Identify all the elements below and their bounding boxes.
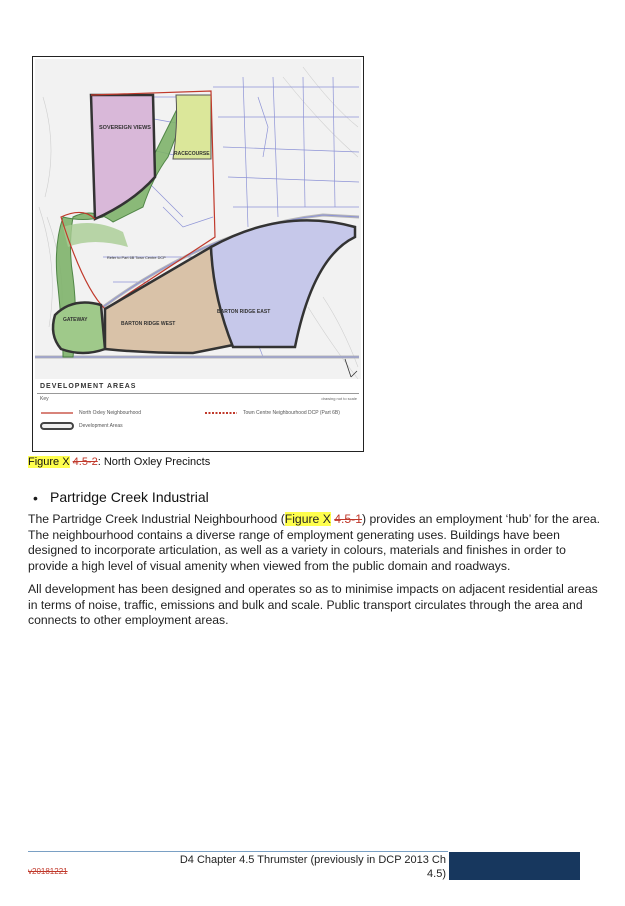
footer-divider <box>28 851 448 852</box>
gateway-area <box>53 303 105 353</box>
paragraph-impacts: All development has been designed and operates so as to minimise impacts on adjacent residential areas in terms of noise, traffic, emissions and bulk and scale. Public transport circulates through the area and connects to other employment areas. <box>28 582 598 627</box>
legend-north-oxley: North Oxley Neighbourhood <box>79 410 141 416</box>
section-heading: Partridge Creek Industrial <box>50 489 209 505</box>
map-key-label: Key <box>40 396 49 402</box>
precinct-map-drawing <box>33 57 363 451</box>
racecourse-area <box>173 95 211 159</box>
map-title-divider <box>37 393 359 394</box>
label-barton-ridge-west: BARTON RIDGE WEST <box>121 321 176 327</box>
legend-town-centre: Town Centre Neighbourhood DCP (Part 6B) <box>243 410 340 416</box>
legend-development-areas: Development Areas <box>79 423 123 429</box>
map-title: DEVELOPMENT AREAS <box>40 383 137 390</box>
precinct-map <box>32 56 364 452</box>
footer-line1: D4 Chapter 4.5 Thrumster (previously in DCP 2013 Ch <box>179 854 446 866</box>
figure-caption <box>28 456 210 468</box>
paragraph1-part-a: The Partridge Creek Industrial Neighbourhood ( <box>28 512 285 526</box>
section-bullet: • <box>33 490 38 506</box>
paragraph1-figure-label[interactable]: Figure X <box>284 512 331 526</box>
label-sovereign-views: SOVEREIGN VIEWS <box>99 125 151 131</box>
label-town-centre-ref: Refer to Part 6B Town Centre DCP <box>107 256 166 260</box>
paragraph1-part-b: ) provides an employment ‘hub’ for the area. The neighbourhood contains a diverse range of employment generating uses. Buildings have been designed to incorporate articulation, as well as a variety in colours, materials and finishes in order to provide a high level of visual amenity when viewed from the public domain and roadways. <box>28 512 601 573</box>
caption-struck-number: 4.5-2 <box>72 456 98 468</box>
footer-line2: 4.5) <box>427 868 446 880</box>
label-gateway: GATEWAY <box>63 317 88 323</box>
label-racecourse: RACECOURSE <box>174 151 210 157</box>
paragraph1-struck-number: 4.5-1 <box>334 512 362 526</box>
caption-figure-label: Figure X <box>28 456 70 468</box>
map-scale-note: drawing not to scale <box>321 396 357 401</box>
paragraph-industrial-hub <box>28 512 600 574</box>
footer-version: v20181221 <box>28 867 68 876</box>
development-areas-swatch <box>41 423 73 429</box>
label-barton-ridge-east: BARTON RIDGE EAST <box>217 309 271 315</box>
footer-chapter-title <box>150 853 446 881</box>
caption-title: : North Oxley Precincts <box>97 456 211 468</box>
footer-color-block <box>449 852 580 880</box>
